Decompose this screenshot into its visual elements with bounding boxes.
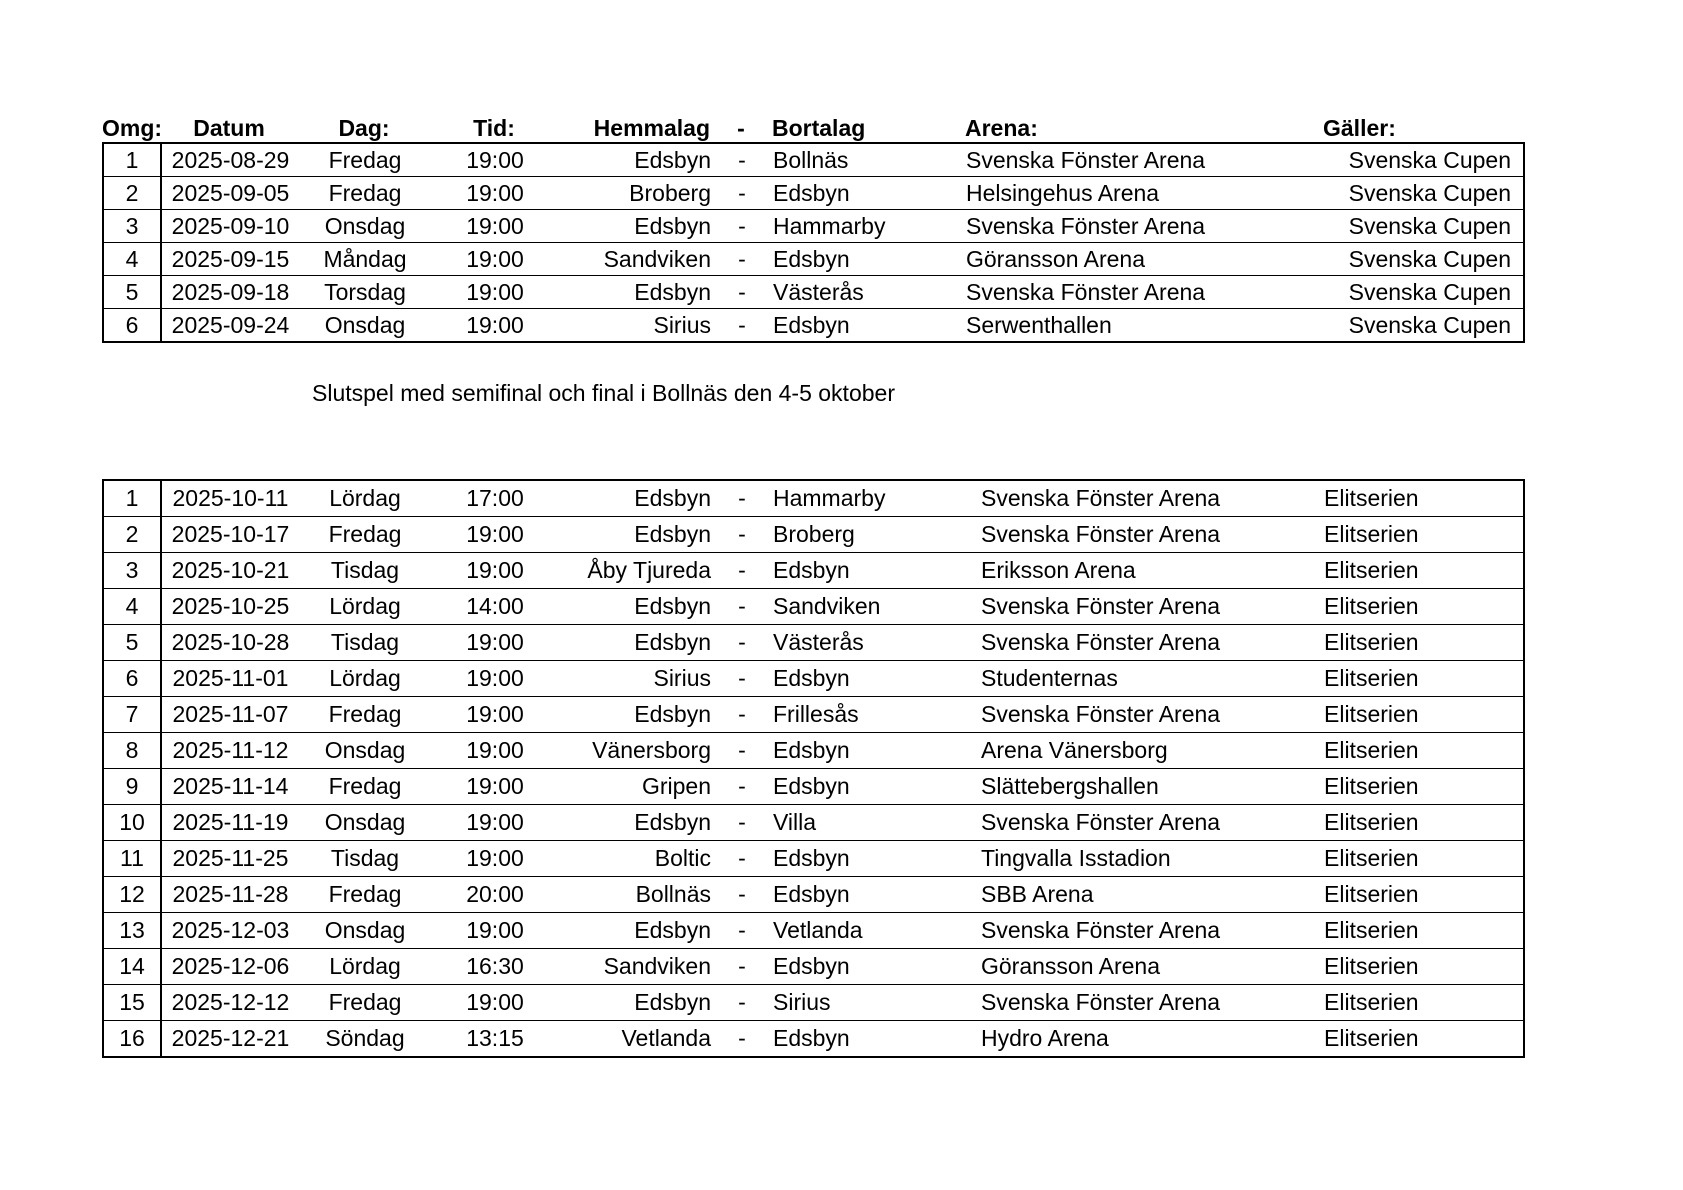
round-number: 7 xyxy=(103,697,161,733)
separator: - xyxy=(711,769,773,805)
header-omg: Omg: xyxy=(102,115,163,141)
match-date: 2025-11-25 xyxy=(161,841,299,877)
separator: - xyxy=(711,553,773,589)
competition: Svenska Cupen xyxy=(1348,146,1511,173)
table-row xyxy=(103,661,1524,697)
match-date: 2025-09-24 xyxy=(161,309,299,343)
round-number: 4 xyxy=(103,589,161,625)
home-team: Edsbyn xyxy=(634,485,711,511)
table-row xyxy=(103,949,1524,985)
home-team: Sirius xyxy=(559,309,711,343)
match-date: 2025-09-15 xyxy=(161,243,299,276)
competition: Elitserien xyxy=(1324,913,1524,949)
match-date: 2025-12-06 xyxy=(161,949,299,985)
match-time: 19:00 xyxy=(431,841,559,877)
separator: - xyxy=(711,1021,773,1058)
away-team: Hammarby xyxy=(773,485,886,511)
cup-table xyxy=(102,142,1525,343)
match-day: Fredag xyxy=(299,517,431,553)
header-time: Tid: xyxy=(473,115,515,141)
separator: - xyxy=(711,697,773,733)
table-row xyxy=(103,805,1524,841)
table-row xyxy=(103,589,1524,625)
match-time: 14:00 xyxy=(431,589,559,625)
separator: - xyxy=(711,985,773,1021)
match-day: Torsdag xyxy=(299,276,431,309)
home-team: Åby Tjureda xyxy=(559,553,711,589)
match-day: Tisdag xyxy=(299,553,431,589)
round-number: 4 xyxy=(103,243,161,276)
home-team: Edsbyn xyxy=(634,146,711,173)
league-schedule xyxy=(102,479,1523,1058)
match-day: Onsdag xyxy=(299,805,431,841)
round-number: 6 xyxy=(103,661,161,697)
match-date: 2025-10-21 xyxy=(161,553,299,589)
match-time: 19:00 xyxy=(431,733,559,769)
home-team: Broberg xyxy=(559,177,711,210)
match-day: Onsdag xyxy=(299,913,431,949)
table-row xyxy=(103,985,1524,1021)
match-time: 19:00 xyxy=(466,146,524,173)
competition: Elitserien xyxy=(1324,661,1524,697)
match-day: Lördag xyxy=(299,949,431,985)
away-team: Edsbyn xyxy=(773,877,966,913)
separator: - xyxy=(711,517,773,553)
separator: - xyxy=(711,177,773,210)
arena-name: Studenternas xyxy=(966,661,1324,697)
separator: - xyxy=(711,625,773,661)
home-team: Vänersborg xyxy=(559,733,711,769)
arena-name: Svenska Fönster Arena xyxy=(981,485,1221,511)
match-time: 19:00 xyxy=(431,805,559,841)
home-team: Vetlanda xyxy=(559,1021,711,1058)
competition: Elitserien xyxy=(1324,733,1524,769)
match-day: Onsdag xyxy=(299,210,431,243)
competition: Elitserien xyxy=(1324,985,1524,1021)
away-team: Edsbyn xyxy=(773,1021,966,1058)
table-row xyxy=(103,841,1524,877)
away-team: Hammarby xyxy=(773,210,966,243)
match-time: 13:15 xyxy=(431,1021,559,1058)
header-date: Datum xyxy=(193,115,265,141)
match-day: Fredag xyxy=(299,985,431,1021)
arena-name: Svenska Fönster Arena xyxy=(966,985,1324,1021)
arena-name: Svenska Fönster Arena xyxy=(966,913,1324,949)
match-time: 19:00 xyxy=(431,661,559,697)
match-time: 19:00 xyxy=(431,276,559,309)
match-date: 2025-09-18 xyxy=(161,276,299,309)
home-team: Edsbyn xyxy=(559,517,711,553)
away-team: Edsbyn xyxy=(773,177,966,210)
separator: - xyxy=(711,210,773,243)
table-row xyxy=(103,553,1524,589)
match-date: 2025-12-21 xyxy=(161,1021,299,1058)
match-time: 19:00 xyxy=(431,985,559,1021)
away-team: Frillesås xyxy=(773,697,966,733)
home-team: Edsbyn xyxy=(559,276,711,309)
competition: Elitserien xyxy=(1324,625,1524,661)
away-team: Edsbyn xyxy=(773,949,966,985)
header-day: Dag: xyxy=(338,115,390,141)
round-number: 5 xyxy=(103,276,161,309)
separator: - xyxy=(711,805,773,841)
home-team: Edsbyn xyxy=(559,210,711,243)
match-date: 2025-10-11 xyxy=(172,485,289,511)
round-number: 3 xyxy=(103,210,161,243)
competition: Svenska Cupen xyxy=(1324,276,1524,309)
round-number: 16 xyxy=(103,1021,161,1058)
away-team: Vetlanda xyxy=(773,913,966,949)
competition: Elitserien xyxy=(1324,877,1524,913)
match-date: 2025-11-28 xyxy=(161,877,299,913)
arena-name: Tingvalla Isstadion xyxy=(966,841,1324,877)
arena-name: Slättebergshallen xyxy=(966,769,1324,805)
match-day: Tisdag xyxy=(299,625,431,661)
arena-name: Svenska Fönster Arena xyxy=(966,805,1324,841)
separator: - xyxy=(711,841,773,877)
header-competition: Gäller: xyxy=(1323,115,1396,141)
match-date: 2025-10-25 xyxy=(161,589,299,625)
round-number: 1 xyxy=(103,480,161,517)
home-team: Edsbyn xyxy=(559,589,711,625)
league-table xyxy=(102,479,1525,1058)
match-date: 2025-11-19 xyxy=(161,805,299,841)
away-team: Edsbyn xyxy=(773,553,966,589)
header-away: Bortalag xyxy=(772,115,866,141)
cup-table-body xyxy=(103,143,1524,342)
competition: Svenska Cupen xyxy=(1324,210,1524,243)
away-team: Villa xyxy=(773,805,966,841)
arena-name: Svenska Fönster Arena xyxy=(966,276,1324,309)
competition: Elitserien xyxy=(1324,805,1524,841)
match-day: Fredag xyxy=(299,877,431,913)
round-number: 2 xyxy=(103,177,161,210)
separator: - xyxy=(711,661,773,697)
home-team: Edsbyn xyxy=(559,913,711,949)
arena-name: Helsingehus Arena xyxy=(966,177,1324,210)
home-team: Sandviken xyxy=(559,243,711,276)
arena-name: Svenska Fönster Arena xyxy=(966,210,1324,243)
round-number: 13 xyxy=(103,913,161,949)
header-home: Hemmalag xyxy=(593,115,710,141)
match-time: 20:00 xyxy=(431,877,559,913)
header-dash: - xyxy=(737,115,745,141)
match-date: 2025-11-14 xyxy=(161,769,299,805)
header-table xyxy=(102,108,1523,142)
table-row xyxy=(103,480,1524,517)
competition: Svenska Cupen xyxy=(1324,243,1524,276)
away-team: Edsbyn xyxy=(773,309,966,343)
match-date: 2025-08-29 xyxy=(171,146,290,173)
arena-name: Svenska Fönster Arena xyxy=(966,517,1324,553)
away-team: Sandviken xyxy=(773,589,966,625)
header-arena: Arena: xyxy=(965,115,1038,141)
arena-name: Göransson Arena xyxy=(966,949,1324,985)
match-date: 2025-11-01 xyxy=(161,661,299,697)
match-time: 16:30 xyxy=(431,949,559,985)
separator: - xyxy=(711,589,773,625)
match-time: 17:00 xyxy=(466,485,524,511)
match-date: 2025-11-12 xyxy=(161,733,299,769)
home-team: Sandviken xyxy=(559,949,711,985)
arena-name: Svenska Fönster Arena xyxy=(966,697,1324,733)
match-day: Lördag xyxy=(329,485,401,511)
table-row xyxy=(103,1021,1524,1058)
arena-name: Arena Vänersborg xyxy=(966,733,1324,769)
separator: - xyxy=(738,146,746,173)
table-row xyxy=(103,143,1524,177)
competition: Elitserien xyxy=(1324,841,1524,877)
round-number: 12 xyxy=(103,877,161,913)
match-date: 2025-09-10 xyxy=(161,210,299,243)
table-row xyxy=(103,877,1524,913)
home-team: Edsbyn xyxy=(559,697,711,733)
competition: Svenska Cupen xyxy=(1324,309,1524,343)
table-row xyxy=(103,517,1524,553)
away-team: Edsbyn xyxy=(773,733,966,769)
away-team: Edsbyn xyxy=(773,769,966,805)
round-number: 10 xyxy=(103,805,161,841)
match-day: Fredag xyxy=(299,697,431,733)
round-number: 9 xyxy=(103,769,161,805)
competition: Elitserien xyxy=(1324,697,1524,733)
match-day: Fredag xyxy=(328,146,402,173)
cup-schedule xyxy=(102,142,1523,343)
separator: - xyxy=(738,485,746,511)
round-number: 1 xyxy=(103,143,161,177)
schedule-header xyxy=(102,108,1523,142)
separator: - xyxy=(711,913,773,949)
home-team: Edsbyn xyxy=(559,985,711,1021)
match-day: Fredag xyxy=(299,177,431,210)
match-day: Måndag xyxy=(299,243,431,276)
away-team: Edsbyn xyxy=(773,841,966,877)
table-row xyxy=(103,243,1524,276)
arena-name: Svenska Fönster Arena xyxy=(966,146,1206,173)
away-team: Broberg xyxy=(773,517,966,553)
arena-name: SBB Arena xyxy=(966,877,1324,913)
round-number: 15 xyxy=(103,985,161,1021)
match-day: Fredag xyxy=(299,769,431,805)
match-date: 2025-11-07 xyxy=(161,697,299,733)
table-row xyxy=(103,697,1524,733)
table-row xyxy=(103,625,1524,661)
round-number: 2 xyxy=(103,517,161,553)
arena-name: Serwenthallen xyxy=(966,309,1324,343)
table-row xyxy=(103,276,1524,309)
competition: Elitserien xyxy=(1324,769,1524,805)
round-number: 5 xyxy=(103,625,161,661)
home-team: Gripen xyxy=(559,769,711,805)
match-date: 2025-12-03 xyxy=(161,913,299,949)
table-row xyxy=(103,769,1524,805)
match-time: 19:00 xyxy=(431,177,559,210)
separator: - xyxy=(711,949,773,985)
match-time: 19:00 xyxy=(431,243,559,276)
match-time: 19:00 xyxy=(431,309,559,343)
match-date: 2025-10-17 xyxy=(161,517,299,553)
away-team: Bollnäs xyxy=(773,146,849,173)
home-team: Bollnäs xyxy=(559,877,711,913)
match-time: 19:00 xyxy=(431,553,559,589)
match-day: Onsdag xyxy=(299,309,431,343)
round-number: 11 xyxy=(103,841,161,877)
match-time: 19:00 xyxy=(431,210,559,243)
separator: - xyxy=(711,243,773,276)
separator: - xyxy=(711,733,773,769)
away-team: Edsbyn xyxy=(773,661,966,697)
away-team: Västerås xyxy=(773,276,966,309)
match-day: Söndag xyxy=(299,1021,431,1058)
competition: Elitserien xyxy=(1324,949,1524,985)
away-team: Västerås xyxy=(773,625,966,661)
match-time: 19:00 xyxy=(431,913,559,949)
league-table-body xyxy=(103,480,1524,1057)
competition: Elitserien xyxy=(1324,589,1524,625)
match-time: 19:00 xyxy=(431,517,559,553)
competition: Svenska Cupen xyxy=(1324,177,1524,210)
match-day: Onsdag xyxy=(299,733,431,769)
competition: Elitserien xyxy=(1324,1021,1524,1058)
separator: - xyxy=(711,309,773,343)
home-team: Edsbyn xyxy=(559,805,711,841)
separator: - xyxy=(711,877,773,913)
competition: Elitserien xyxy=(1324,553,1524,589)
home-team: Boltic xyxy=(559,841,711,877)
round-number: 14 xyxy=(103,949,161,985)
away-team: Sirius xyxy=(773,985,966,1021)
competition: Elitserien xyxy=(1324,485,1419,511)
playoff-note: Slutspel med semifinal och final i Bollnäs den 4-5 oktober xyxy=(312,380,895,406)
round-number: 3 xyxy=(103,553,161,589)
arena-name: Svenska Fönster Arena xyxy=(966,625,1324,661)
home-team: Sirius xyxy=(559,661,711,697)
round-number: 6 xyxy=(103,309,161,343)
header-row xyxy=(102,108,1523,142)
table-row xyxy=(103,733,1524,769)
match-time: 19:00 xyxy=(431,625,559,661)
competition: Elitserien xyxy=(1324,517,1524,553)
away-team: Edsbyn xyxy=(773,243,966,276)
table-row xyxy=(103,913,1524,949)
arena-name: Eriksson Arena xyxy=(966,553,1324,589)
match-time: 19:00 xyxy=(431,769,559,805)
match-day: Lördag xyxy=(299,589,431,625)
table-row xyxy=(103,210,1524,243)
match-day: Tisdag xyxy=(299,841,431,877)
table-row xyxy=(103,177,1524,210)
arena-name: Hydro Arena xyxy=(966,1021,1324,1058)
round-number: 8 xyxy=(103,733,161,769)
separator: - xyxy=(711,276,773,309)
home-team: Edsbyn xyxy=(559,625,711,661)
match-time: 19:00 xyxy=(431,697,559,733)
match-date: 2025-09-05 xyxy=(161,177,299,210)
arena-name: Göransson Arena xyxy=(966,243,1324,276)
arena-name: Svenska Fönster Arena xyxy=(966,589,1324,625)
match-day: Lördag xyxy=(299,661,431,697)
match-date: 2025-10-28 xyxy=(161,625,299,661)
match-date: 2025-12-12 xyxy=(161,985,299,1021)
table-row xyxy=(103,309,1524,343)
